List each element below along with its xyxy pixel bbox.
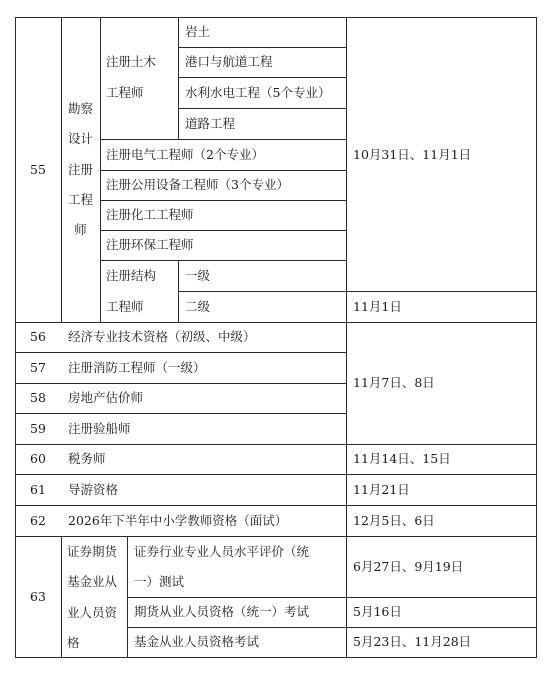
exam-date: 11月14日、15日 — [353, 451, 451, 466]
table-rule — [15, 505, 537, 506]
row-number: 59 — [30, 421, 46, 436]
exam-date: 6月27日、9月19日 — [353, 559, 464, 574]
table-rule — [15, 17, 537, 18]
table-rule — [100, 139, 347, 140]
table-rule — [178, 291, 537, 292]
category-label: 基金业从 — [67, 574, 118, 589]
exam-name: 注册公用设备工程师（3个专业） — [106, 177, 289, 192]
table-rule — [178, 260, 179, 323]
exam-name: 2026年下半年中小学教师资格（面试） — [68, 513, 288, 528]
table-rule — [346, 17, 347, 658]
table-rule — [15, 413, 347, 414]
table-rule — [178, 47, 347, 48]
exam-name: 经济专业技术资格（初级、中级） — [68, 329, 256, 344]
exam-name: 注册电气工程师（2个专业） — [106, 147, 264, 162]
exam-date: 10月31日、11月1日 — [353, 147, 472, 162]
table-rule — [100, 17, 101, 323]
specialty-port-waterway: 港口与航道工程 — [185, 54, 273, 69]
table-rule — [127, 536, 128, 658]
specialty-road: 道路工程 — [185, 116, 236, 131]
exam-name: 注册环保工程师 — [106, 237, 194, 252]
row-number: 60 — [30, 451, 46, 466]
table-rule — [15, 536, 537, 537]
exam-name: 导游资格 — [68, 482, 119, 497]
category-label: 证券期货 — [67, 544, 118, 559]
row-number: 58 — [30, 390, 46, 405]
table-rule — [61, 536, 62, 658]
level-label: 二级 — [185, 299, 211, 314]
exam-name: 基金从业人员资格考试 — [134, 634, 260, 649]
category-label: 工程 — [67, 192, 93, 207]
table-rule — [15, 322, 537, 323]
category-label: 格 — [67, 635, 80, 650]
table-rule — [127, 627, 537, 628]
exam-date: 5月23日、11月28日 — [353, 634, 472, 649]
table-rule — [15, 444, 537, 445]
row-number: 57 — [30, 360, 46, 375]
category-label: 师 — [74, 222, 87, 237]
row-number: 63 — [30, 589, 46, 604]
exam-date: 12月5日、6日 — [353, 513, 435, 528]
civil-engineer-label: 注册土木 — [106, 54, 157, 69]
row-number: 61 — [30, 482, 46, 497]
exam-name: 注册化工工程师 — [106, 207, 194, 222]
table-rule — [178, 108, 347, 109]
table-rule — [15, 474, 537, 475]
row-number: 56 — [30, 329, 46, 344]
table-rule — [100, 260, 347, 261]
specialty-geotechnical: 岩土 — [185, 24, 211, 39]
table-rule — [15, 383, 347, 384]
category-label: 注册 — [67, 162, 93, 177]
specialty-hydropower: 水利水电工程（5个专业） — [185, 85, 331, 100]
category-label: 设计 — [67, 131, 93, 146]
table-rule — [15, 352, 347, 353]
table-rule — [15, 657, 537, 658]
table-rule — [100, 200, 347, 201]
exam-name: 一）测试 — [134, 574, 185, 589]
exam-name: 证券行业专业人员水平评价（统 — [134, 544, 310, 559]
exam-name: 期货从业人员资格（统一）考试 — [134, 604, 310, 619]
structural-engineer-label: 工程师 — [106, 299, 144, 314]
table-rule — [100, 170, 347, 171]
table-rule — [178, 17, 179, 140]
table-rule — [127, 597, 537, 598]
category-label: 勘察 — [67, 101, 93, 116]
level-label: 一级 — [185, 268, 211, 283]
exam-date: 11月7日、8日 — [353, 375, 435, 390]
exam-name: 房地产估价师 — [68, 390, 144, 405]
row-number: 62 — [30, 513, 46, 528]
table-rule — [536, 17, 537, 658]
category-label: 业人员资 — [67, 605, 118, 620]
row-number: 55 — [30, 162, 46, 177]
exam-date: 11月1日 — [353, 299, 402, 314]
exam-date: 11月21日 — [353, 482, 410, 497]
civil-engineer-label: 工程师 — [106, 85, 144, 100]
table-rule — [178, 77, 347, 78]
table-rule — [100, 230, 347, 231]
exam-name: 税务师 — [68, 451, 106, 466]
exam-name: 注册消防工程师（一级） — [68, 360, 206, 375]
exam-name: 注册验船师 — [68, 421, 131, 436]
structural-engineer-label: 注册结构 — [106, 268, 157, 283]
exam-date: 5月16日 — [353, 604, 402, 619]
